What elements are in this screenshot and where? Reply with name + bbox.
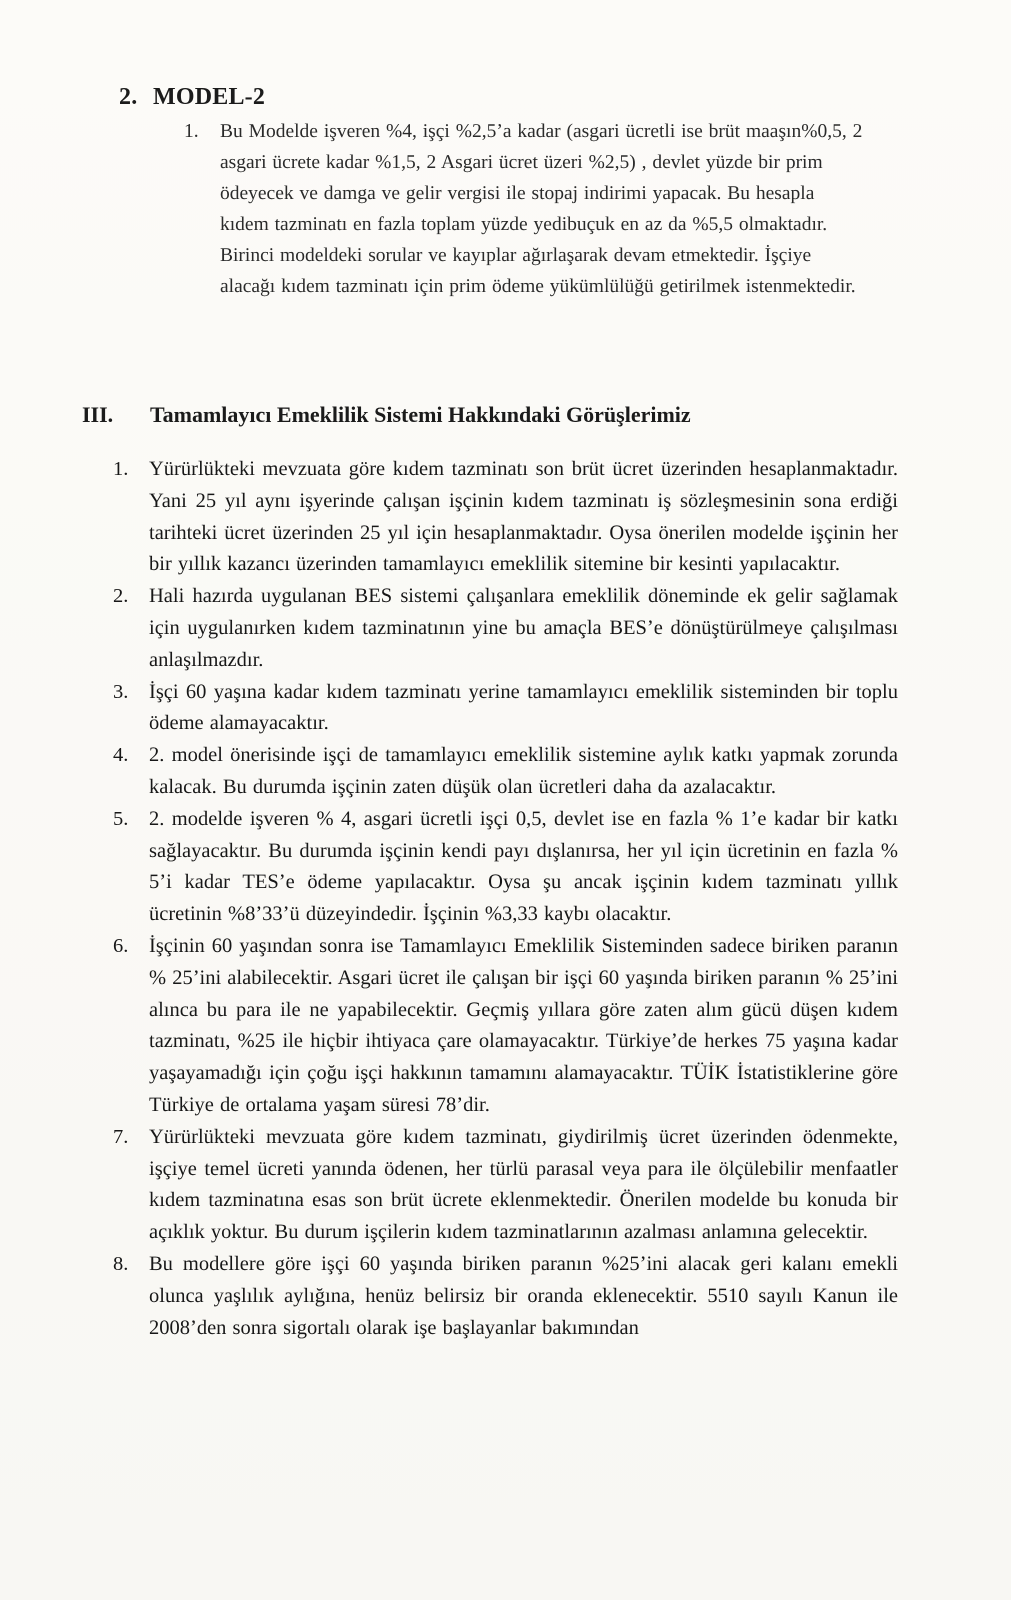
item-number: 1.	[113, 458, 129, 480]
section-heading-opinions	[82, 402, 691, 428]
item-text: İşçinin 60 yaşından sonra ise Tamamlayıcı Emeklilik Sisteminden sadece biriken paranın % 25’ini alabilecektir. Asgari ücret ile çalışan bir işçi 60 yaşında biriken paranın % 25’ini alınca bu para ile ne yapabilecektir. Geçmiş yıllara göre zaten alım gücü düşen kıdem tazminatı, %25 ile hiçbir ihtiyaca çare olamayacaktır. Türkiye’de herkes 75 yaşına kadar yaşayamadığı için çoğu işçi hakkının tamamını alamayacaktır. TÜİK İstatistiklerine göre Türkiye de ortalama yaşam süresi 78’dir.	[149, 934, 898, 1116]
section-title: Tamamlayıcı Emeklilik Sistemi Hakkındaki Görüşlerimiz	[150, 402, 691, 427]
item-text: Yürürlükteki mevzuata göre kıdem tazminatı son brüt ücret üzerinden hesaplanmaktadır. Yani 25 yıl aynı işyerinde çalışan işçinin kıdem tazminatı iş sözleşmesinin sona erdiği tarihteki ücret üzerinden 25 yıl için hesaplanmaktadır. Oysa önerilen modelde işçinin her bir yıllık kazancı üzerinden tamamlayıcı emeklilik sitemine bir kesinti yapılacaktır.	[149, 458, 898, 576]
list-item	[113, 740, 898, 804]
model-2-list	[184, 116, 864, 302]
item-text: 2. modelde işveren % 4, asgari ücretli işçi 0,5, devlet ise en fazla % 1’e kadar bir katkı sağlayacaktır. Bu durumda işçinin kendi payı dışlanırsa, her yıl için ücretinin en fazla % 5’i kadar TES’e ödeme yapılacaktır. Oysa şu ancak işçinin kıdem tazminatı yıllık ücretinin %8’33’ü düzeyindedir. İşçinin %3,33 kaybı olacaktır.	[149, 807, 898, 926]
section-number: 2.	[119, 84, 138, 110]
list-item	[184, 116, 864, 302]
item-number: 4.	[113, 744, 129, 767]
list-item	[113, 1249, 898, 1344]
item-number: 1.	[184, 121, 199, 142]
item-number: 2.	[113, 585, 129, 608]
list-item	[113, 931, 898, 1122]
item-text: Bu modellere göre işçi 60 yaşında biriken paranın %25’ini alacak geri kalanı emekli olunca yaşlılık aylığına, henüz belirsiz bir oranda eklenecektir. 5510 sayılı Kanun ile 2008’den sonra sigortalı olarak işe başlayanlar bakımından	[149, 1252, 898, 1339]
opinions-list	[113, 454, 898, 1344]
section-heading-model-2	[119, 84, 265, 111]
item-text: Yürürlükteki mevzuata göre kıdem tazminatı, giydirilmiş ücret üzerinden ödenmekte, işçiye temel ücreti yanında ödenen, her türlü parasal veya para ile ölçülebilir menfaatler kıdem tazminatına esas son brüt ücrete eklenmektedir. Önerilen modelde bu konuda bir açıklık yoktur. Bu durum işçilerin kıdem tazminatlarının azalması anlamına gelecektir.	[149, 1125, 898, 1244]
item-number: 3.	[113, 680, 129, 703]
item-text: 2. model önerisinde işçi de tamamlayıcı emeklilik sistemine aylık katkı yapmak zorunda kalacak. Bu durumda işçinin zaten düşük olan ücretleri daha da azalacaktır.	[149, 744, 898, 798]
list-item	[113, 581, 898, 676]
item-text: İşçi 60 yaşına kadar kıdem tazminatı yerine tamamlayıcı emeklilik sisteminden bir toplu ödeme alamayacaktır.	[149, 680, 898, 735]
list-item	[113, 454, 898, 581]
list-item	[113, 1122, 898, 1249]
section-title: MODEL-2	[153, 84, 266, 110]
item-number: 6.	[113, 934, 129, 957]
list-item	[113, 677, 898, 741]
item-text: Hali hazırda uygulanan BES sistemi çalışanlara emeklilik döneminde ek gelir sağlamak için uygulanırken kıdem tazminatının yine bu amaçla BES’e dönüştürülmeye çalışılması anlaşılmazdır.	[149, 585, 898, 671]
item-number: 5.	[113, 807, 129, 830]
item-number: 8.	[113, 1252, 129, 1275]
item-text: Bu Modelde işveren %4, işçi %2,5’a kadar (asgari ücretli ise brüt maaşın%0,5, 2 asgari ücrete kadar %1,5, 2 Asgari ücret üzeri %2,5) , devlet yüzde bir prim ödeyecek ve damga ve gelir vergisi ile stopaj indirimi yapacak. Bu hesapla kıdem tazminatı en fazla toplam yüzde yedibuçuk en az da %5,5 olmaktadır. Birinci modeldeki sorular ve kayıplar ağırlaşarak devam etmektedir. İşçiye alacağı kıdem tazminatı için prim ödeme yükümlülüğü getirilmek istenmektedir.	[220, 121, 863, 297]
item-number: 7.	[113, 1125, 129, 1148]
section-number: III.	[82, 402, 114, 427]
list-item	[113, 804, 898, 931]
